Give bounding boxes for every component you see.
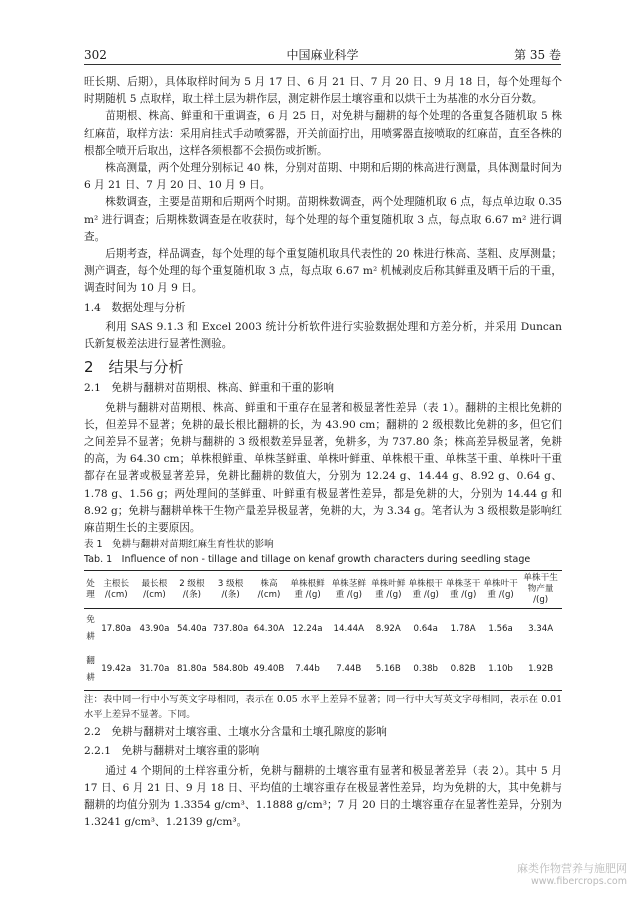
paragraph-seedling-survey: 苗期根、株高、鲜重和干重调查，6 月 25 日，对免耕与翻耕的每个处理的各重复各随机取 5 株红麻苗，取样方法：采用肩挂式手动喷雾器，开关前面拧出，用喷雾器直接喷取的红麻苗，直至各株的根都全喷开后取出，这样各须根都不会损伤或折断。 — [84, 110, 562, 157]
volume-label: 第 35 卷 — [514, 48, 561, 62]
table-cell: 0.82B — [450, 664, 476, 675]
table-cell: 64.30A — [253, 623, 285, 634]
watermark-title: 麻类作物营养与施肥网 — [517, 862, 627, 875]
table-cell: 737.80a — [212, 623, 249, 634]
table-cell: 17.80a — [101, 623, 132, 634]
col-header: 处理 — [86, 578, 95, 600]
col-header: 株高 /(cm) — [257, 578, 281, 600]
table-cell: 31.70a — [139, 664, 170, 675]
col-header: 单株茎鲜重 /(g) — [331, 578, 366, 600]
table-cell: 14.44A — [333, 623, 364, 634]
table-cell: 免耕 — [86, 615, 95, 643]
article-body — [84, 74, 562, 831]
col-header: 单株根鲜重 /(g) — [290, 578, 325, 600]
growth-table — [84, 570, 562, 691]
section-1-4-title: 1.4 数据处理与分析 — [84, 301, 186, 314]
table-cell: 584.80b — [212, 664, 249, 675]
table-cell: 0.38b — [413, 664, 439, 675]
col-header: 单株茎干重 /(g) — [445, 578, 481, 600]
table-cell: 49.40B — [253, 664, 285, 675]
table-caption-en: Tab. 1 Influence of non - tillage and tillage on kenaf growth characters during seedling stage — [84, 554, 531, 566]
table-row — [84, 609, 562, 650]
paragraph-height-measure: 株高测量，两个处理分别标记 40 株，分别对苗期、中期和后期的株高进行测量，具体测量时间为 6 月 21 日、7 月 20 日、10 月 9 日。 — [84, 162, 562, 192]
section-1-4-text: 利用 SAS 9.1.3 和 Excel 2003 统计分析软件进行实验数据处理和方差分析，并采用 Duncan 氏新复极差法进行显著性测验。 — [84, 320, 562, 351]
col-header: 3 级根 /(条) — [217, 578, 244, 600]
table-cell: 1.78A — [450, 623, 476, 634]
col-header: 2 级根 /(条) — [179, 578, 205, 600]
table-header-row — [84, 571, 562, 609]
table-cell: 1.56a — [488, 623, 513, 634]
section-2-2-title: 2.2 免耕与翻耕对土壤容重、土壤水分含量和土壤孔隙度的影响 — [84, 726, 387, 739]
table-caption-cn: 表 1 免耕与翻耕对苗期红麻生育性状的影响 — [84, 539, 274, 551]
paragraph-plant-count: 株数调查，主要是苗期和后期两个时期。苗期株数调查，两个处理随机取 6 点，每点单边取 0.35 m² 进行调查；后期株数调查是在收获时，每个处理的每个重复随机取 3 点，每点取 6.67 m² 进行调查。 — [84, 196, 562, 243]
col-header: 主根长 /(cm) — [103, 578, 130, 600]
table-row — [84, 650, 562, 691]
table-cell: 1.92B — [528, 664, 554, 675]
header-rule — [84, 64, 561, 65]
table-cell: 81.80a — [176, 664, 207, 675]
section-2-1-text: 免耕与翻耕对苗期根、株高、鲜重和干重存在显著和极显著性差异（表 1）。翻耕的主根比免耕的长，但差异不显著；免耕的最长根比翻耕的长，为 43.90 cm；翻耕的 2 级根数比免耕的多，但它们之间差异不显著；免耕与翻耕的 3 级根数差异显著，免耕多，为 737.80 条；株高差异极显著，免耕的高，为 64.30 cm；单株根鲜重、单株茎鲜重、单株叶鲜重、单株根干重、单株茎干重、单株叶干重都存在显著或极显著差异，免耕比翻耕的数值大，分别为 12.24 g、14.44 g、8.92 g、0.64 g、1.78 g、1.56 g；两处理间的茎鲜重、叶鲜重有极显著性差异，都是免耕的大，分别为 14.44 g 和 8.92 g；免耕与翻耕单株干生物产量差异极显著，免耕的大，为 3.34 g。笔者认为 3 级根数是影响红麻苗期生长的主要原因。 — [84, 401, 562, 535]
table-cell: 12.24a — [292, 623, 323, 634]
page-header — [84, 44, 561, 64]
table-cell: 7.44b — [295, 664, 320, 675]
journal-title: 中国麻业科学 — [286, 48, 359, 62]
page-number: 302 — [84, 48, 107, 62]
col-header: 最长根 /(cm) — [141, 578, 168, 600]
section-2-2-1-title: 2.2.1 免耕与翻耕对土壤容重的影响 — [84, 745, 260, 758]
table-cell: 19.42a — [101, 664, 132, 675]
table-cell: 翻耕 — [86, 655, 95, 683]
section-2-2-1-text: 通过 4 个期间的土样容重分析，免耕与翻耕的土壤容重有显著和极显著差异（表 2）。其中 5 月 17 日、6 月 21 日、9 月 18 日、平均值的土壤容重存在极显著性差异，均为免耕的大，其中免耕与翻耕的均值分别为 1.3354 g/cm³、1.1888 g/cm³；7 月 20 日的土壤容重存在显著性差异，分别为 1.3241 g/cm³、1.2139 g/cm³。 — [84, 764, 562, 829]
paragraph-sampling-time: 旺长期、后期），具体取样时间为 5 月 17 日、6 月 21 日、7 月 20 日、9 月 18 日，每个处理每个时期随机 5 点取样，取土样土层为耕作层，测定耕作层土壤容重和以烘干土为基准的水分百分数。 — [84, 76, 562, 106]
table-cell: 8.92A — [375, 623, 401, 634]
table-cell: 43.90a — [139, 623, 170, 634]
col-header: 单株叶干重 /(g) — [483, 578, 518, 600]
section-2-title: 2 结果与分析 — [84, 358, 184, 377]
col-header: 单株干生物产量 /(g) — [523, 573, 558, 606]
table-cell: 1.10b — [488, 664, 513, 675]
watermark-url: www.fibercrops.com — [530, 876, 627, 887]
paragraph-late-survey: 后期考查，样品调查，每个处理的每个重复随机取具代表性的 20 株进行株高、茎粗、皮厚测量；测产调查，每个处理的每个重复随机取 3 点，每点取 6.67 m² 机械剥皮后称其鲜重及晒干后的干重，调查时间为 10 月 9 日。 — [84, 248, 562, 295]
watermark — [517, 860, 627, 887]
col-header: 单株叶鲜重 /(g) — [371, 578, 406, 600]
table-cell: 5.16B — [375, 664, 401, 675]
table-1 — [84, 537, 562, 722]
table-note: 注：表中同一行中小写英文字母相同，表示在 0.05 水平上差异不显著；同一行中大写英文字母相同，表示在 0.01 水平上差异不显著。下同。 — [84, 694, 562, 720]
table-cell: 7.44B — [336, 664, 362, 675]
table-cell: 0.64a — [413, 623, 438, 634]
table-cell: 3.34A — [528, 623, 554, 634]
col-header: 单株根干重 /(g) — [408, 578, 443, 600]
table-cell: 54.40a — [176, 623, 207, 634]
section-2-1-title: 2.1 免耕与翻耕对苗期根、株高、鲜重和干重的影响 — [84, 382, 334, 395]
